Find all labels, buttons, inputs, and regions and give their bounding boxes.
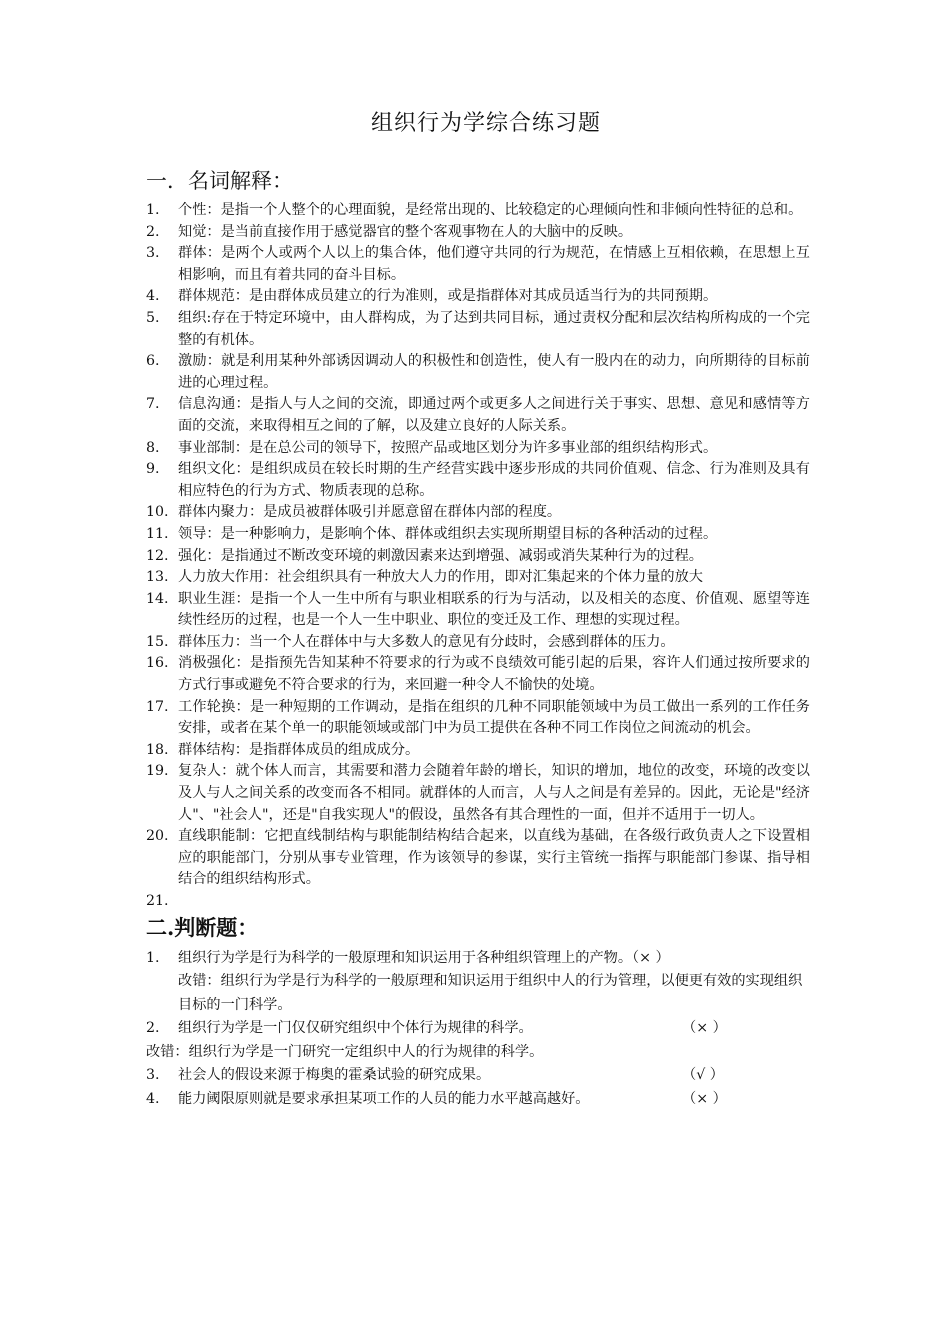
definition-item bbox=[146, 632, 810, 654]
item-number: 16. bbox=[146, 655, 169, 672]
definition-item bbox=[146, 502, 810, 524]
section-heading-definitions: 一．名词解释： bbox=[146, 169, 293, 193]
definition-item bbox=[146, 589, 810, 632]
page-title: 组织行为学综合练习题 bbox=[370, 111, 601, 136]
definition-text: 知觉：是当前直接作用于感觉器官的整个客观事物在人的大脑中的反映。 bbox=[178, 223, 633, 240]
question-text: 能力阈限原则就是要求承担某项工作的人员的能力水平越高越好。 bbox=[178, 1090, 590, 1107]
definition-text: 组织:存在于特定环境中，由人群构成，为了达到共同目标，通过责权分配和层次结构所构成的一个完整的有机体。 bbox=[178, 309, 810, 348]
definition-text: 工作轮换：是一种短期的工作调动，是指在组织的几种不同职能领域中为员工做出一系列的工作任务安排，或者在某个单一的职能领域或部门中为员工提供在各种不同工作岗位之间流动的机会。 bbox=[178, 698, 810, 737]
definition-text: 直线职能制：它把直线制结构与职能制结构结合起来，以直线为基础，在各级行政负责人之下设置相应的职能部门，分别从事专业管理，作为该领导的参谋，实行主管统一指挥与职能部门参谋、指导相结合的组织结构形式。 bbox=[178, 828, 810, 888]
item-number: 11. bbox=[146, 525, 169, 542]
definition-text: 群体：是两个人或两个人以上的集合体，他们遵守共同的行为规范，在情感上互相依赖，在思想上互相影响，而且有着共同的奋斗目标。 bbox=[178, 245, 810, 283]
item-number: 15. bbox=[146, 633, 169, 650]
item-number: 1. bbox=[146, 202, 160, 218]
item-number: 9. bbox=[146, 461, 160, 478]
item-number: 13. bbox=[146, 569, 169, 586]
answer-mark: （× ） bbox=[682, 1020, 727, 1037]
definition-item bbox=[146, 222, 810, 244]
question-text: 组织行为学是行为科学的一般原理和知识运用于各种组织管理上的产物。（× ） bbox=[178, 949, 670, 966]
item-number: 4. bbox=[146, 288, 160, 305]
definition-item bbox=[146, 243, 810, 286]
item-number: 3. bbox=[146, 1067, 160, 1084]
definition-text: 领导：是一种影响力，是影响个体、群体或组织去实现所期望目标的各种活动的过程。 bbox=[178, 525, 718, 542]
definition-item bbox=[146, 200, 810, 222]
item-number: 19. bbox=[146, 763, 169, 780]
item-number: 20. bbox=[146, 828, 169, 845]
tf-question-4 bbox=[146, 1088, 810, 1112]
section-heading-true-false: 二.判断题： bbox=[146, 914, 259, 940]
definition-item bbox=[146, 524, 810, 546]
item-number: 17. bbox=[146, 698, 169, 715]
definitions-list bbox=[146, 200, 810, 913]
question-text: 组织行为学是一门仅仅研究组织中个体行为规律的科学。 bbox=[178, 1020, 533, 1037]
answer-mark: （√ ） bbox=[682, 1067, 724, 1084]
definition-text: 群体结构：是指群体成员的组成成分。 bbox=[178, 741, 420, 758]
definition-item bbox=[146, 761, 810, 826]
item-number: 2. bbox=[146, 223, 160, 240]
definition-text: 群体规范：是由群体成员建立的行为准则，或是指群体对其成员适当行为的共同预期。 bbox=[178, 288, 718, 305]
definition-text: 激励：就是利用某种外部诱因调动人的积极性和创造性，使人有一股内在的动力，向所期待的目标前进的心理过程。 bbox=[178, 353, 810, 391]
definition-item bbox=[146, 567, 810, 589]
definition-item bbox=[146, 826, 810, 891]
definition-item bbox=[146, 740, 810, 762]
definition-text: 消极强化：是指预先告知某种不符要求的行为或不良绩效可能引起的后果，容许人们通过按所要求的方式行事或避免不符合要求的行为，来回避一种令人不愉快的处境。 bbox=[178, 655, 810, 694]
item-number: 14. bbox=[146, 590, 169, 607]
item-number: 3. bbox=[146, 245, 160, 262]
tf-question-1 bbox=[146, 947, 810, 971]
item-number: 6. bbox=[146, 353, 160, 370]
definition-text: 个性：是指一个人整个的心理面貌，是经常出现的、比较稳定的心理倾向性和非倾向性特征的总和。 bbox=[178, 202, 803, 218]
item-number: 1. bbox=[146, 949, 160, 966]
definition-item bbox=[146, 394, 810, 437]
definition-item bbox=[146, 351, 810, 394]
definition-item bbox=[146, 308, 810, 351]
definition-text: 复杂人：就个体人而言，其需要和潜力会随着年龄的增长，知识的增加，地位的改变，环境的改变以及人与人之间关系的改变而各不相同。就群体的人而言，人与人之间是有差异的。因此，无论是"经济人"、"社会人"，还是"自我实现人"的假设，虽然各有其合理性的一面，但并不适用于一切人。 bbox=[178, 763, 810, 823]
item-number: 12. bbox=[146, 547, 169, 564]
definition-text: 群体压力：当一个人在群体中与大多数人的意见有分歧时，会感到群体的压力。 bbox=[178, 633, 675, 650]
definition-item bbox=[146, 459, 810, 502]
definition-text bbox=[178, 891, 810, 913]
item-number: 8. bbox=[146, 439, 160, 456]
item-number: 5. bbox=[146, 309, 160, 326]
item-number: 10. bbox=[146, 504, 169, 521]
definition-text: 群体内聚力：是成员被群体吸引并愿意留在群体内部的程度。 bbox=[178, 504, 562, 521]
item-number: 7. bbox=[146, 396, 160, 413]
tf-correction-2: 改错：组织行为学是一门研究一定组织中人的行为规律的科学。 bbox=[146, 1043, 544, 1060]
definition-item bbox=[146, 546, 810, 568]
tf-correction-1: 改错：组织行为学是行为科学的一般原理和知识运用于组织中人的行为管理，以便更有效的实现组织目标的一门科学。 bbox=[178, 973, 803, 1013]
definition-text: 人力放大作用：社会组织具有一种放大人力的作用，即对汇集起来的个体力量的放大 bbox=[178, 569, 703, 586]
definition-item bbox=[146, 286, 810, 308]
definition-item bbox=[146, 438, 810, 460]
tf-question-3 bbox=[146, 1064, 810, 1088]
item-number: 2. bbox=[146, 1020, 160, 1037]
definition-text: 事业部制：是在总公司的领导下，按照产品或地区划分为许多事业部的组织结构形式。 bbox=[178, 439, 718, 456]
definition-text: 信息沟通：是指人与人之间的交流，即通过两个或更多人之间进行关于事实、思想、意见和感情等方面的交流，来取得相互之间的了解，以及建立良好的人际关系。 bbox=[178, 396, 810, 434]
item-number: 18. bbox=[146, 741, 169, 758]
item-number: 21. bbox=[146, 893, 169, 909]
definition-item bbox=[146, 891, 810, 913]
question-text: 社会人的假设来源于梅奥的霍桑试验的研究成果。 bbox=[178, 1067, 491, 1084]
definition-item bbox=[146, 653, 810, 696]
definition-text: 强化：是指通过不断改变环境的刺激因素来达到增强、减弱或消失某种行为的过程。 bbox=[178, 547, 703, 564]
tf-question-2 bbox=[146, 1017, 810, 1041]
item-number: 4. bbox=[146, 1090, 160, 1107]
definition-text: 职业生涯：是指一个人一生中所有与职业相联系的行为与活动，以及相关的态度、价值观、愿望等连续性经历的过程，也是一个人一生中职业、职位的变迁及工作、理想的实现过程。 bbox=[178, 590, 810, 629]
definition-item bbox=[146, 697, 810, 740]
answer-mark: （× ） bbox=[682, 1090, 727, 1107]
definition-text: 组织文化：是组织成员在较长时期的生产经营实践中逐步形成的共同价值观、信念、行为准则及具有相应特色的行为方式、物质表现的总称。 bbox=[178, 461, 810, 499]
